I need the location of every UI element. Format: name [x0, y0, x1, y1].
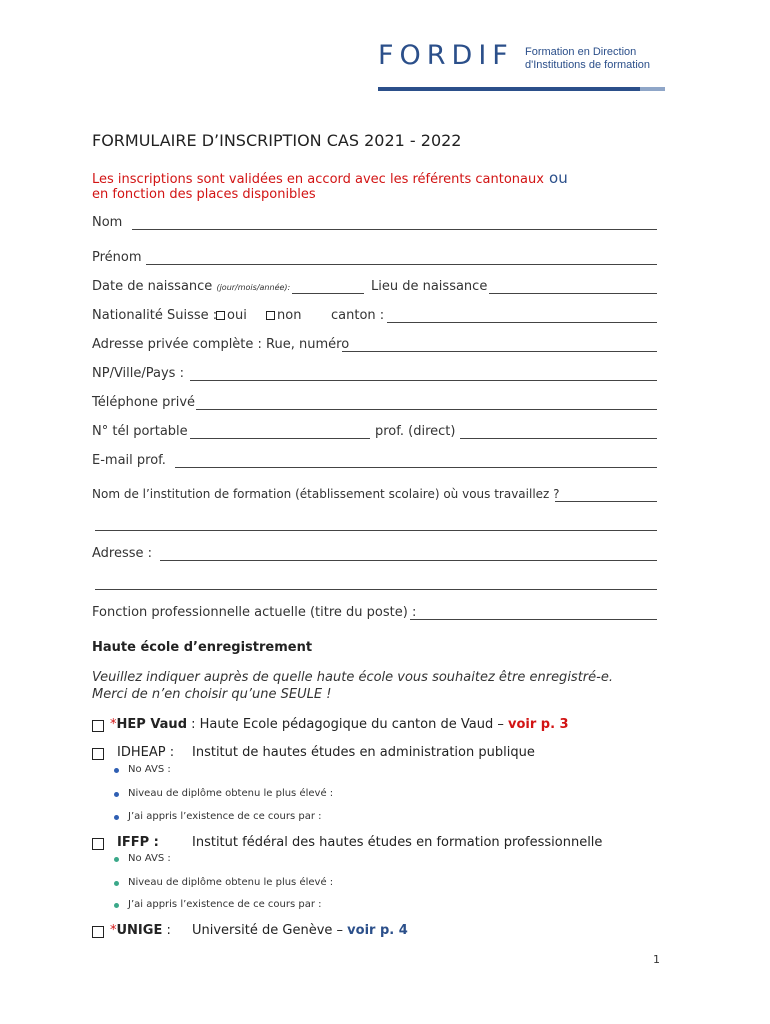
iffp-desc: Institut fédéral des hautes études en formation professionnelle: [192, 835, 603, 850]
idheap-bullet-diplome: Niveau de diplôme obtenu le plus élevé :: [128, 788, 334, 799]
label-adresse: Adresse :: [92, 546, 153, 561]
header-bar-accent: [640, 87, 665, 91]
unige-desc-wrap: [192, 923, 408, 938]
input-lieu-naissance[interactable]: [489, 293, 657, 294]
input-prof-direct[interactable]: [460, 438, 657, 439]
input-adresse-privee[interactable]: [342, 351, 657, 352]
notice-ou: ou: [549, 169, 568, 187]
bullet-dot: [114, 768, 119, 773]
label-date-naissance: [92, 279, 290, 294]
input-email[interactable]: [175, 467, 657, 468]
iffp-code: [117, 835, 159, 850]
label-nationalite: Nationalité Suisse :: [92, 308, 218, 323]
note-line1: Veuillez indiquer auprès de quelle haute école vous souhaitez être enregistré-e.: [92, 670, 613, 685]
iffp-bullet-source: J’ai appris l’existence de ce cours par :: [128, 899, 322, 910]
input-fonction[interactable]: [410, 619, 657, 620]
bullet-dot: [114, 792, 119, 797]
section-heading: Haute école d’enregistrement: [92, 640, 313, 655]
unige-code: [110, 923, 171, 938]
input-canton[interactable]: [387, 322, 657, 323]
input-adresse[interactable]: [160, 560, 657, 561]
input-institution-line2[interactable]: [95, 530, 657, 531]
option-oui[interactable]: [216, 308, 247, 323]
input-tel-portable[interactable]: [190, 438, 370, 439]
label-email: E-mail prof.: [92, 453, 166, 468]
label-telephone: Téléphone privé: [92, 395, 196, 410]
hep-code: HEP Vaud: [116, 717, 187, 732]
label-lieu-naissance: Lieu de naissance: [371, 279, 488, 294]
label-prenom: Prénom: [92, 250, 142, 265]
label-oui: oui: [227, 308, 247, 323]
hep-link[interactable]: voir p. 3: [507, 717, 569, 732]
section-note: [92, 669, 613, 703]
checkbox-unige[interactable]: [92, 926, 104, 938]
school-hep: [110, 717, 569, 732]
label-institution: Nom de l’institution de formation (établissement scolaire) où vous travaillez ?: [92, 487, 560, 501]
form-title: FORMULAIRE D’INSCRIPTION CAS 2021 - 2022: [92, 131, 462, 150]
label-np-ville: NP/Ville/Pays :: [92, 366, 184, 381]
label-prof-direct: prof. (direct): [375, 424, 456, 439]
idheap-code: IDHEAP :: [117, 745, 175, 760]
bullet-dot: [114, 881, 119, 886]
notice-text: Les inscriptions sont validées en accord avec les référents cantonaux: [92, 172, 544, 187]
label-non: non: [277, 308, 302, 323]
iffp-bullet-avs: No AVS :: [128, 853, 171, 864]
input-nom[interactable]: [132, 229, 657, 230]
label-tel-portable: N° tél portable: [92, 424, 188, 439]
checkbox-iffp[interactable]: [92, 838, 104, 850]
input-adresse-line2[interactable]: [95, 589, 657, 590]
idheap-bullet-source: J’ai appris l’existence de ce cours par :: [128, 811, 322, 822]
input-telephone[interactable]: [196, 409, 657, 410]
label-fonction: Fonction professionnelle actuelle (titre du poste) :: [92, 605, 417, 620]
iffp-code-text: IFFP :: [117, 835, 159, 850]
checkbox-hep[interactable]: [92, 720, 104, 732]
page-number: 1: [653, 953, 660, 966]
notice-line2: en fonction des places disponibles: [92, 187, 316, 202]
label-adresse-privee: Adresse privée complète : Rue, numéro: [92, 337, 350, 352]
checkbox-idheap[interactable]: [92, 748, 104, 760]
iffp-bullet-diplome: Niveau de diplôme obtenu le plus élevé :: [128, 877, 334, 888]
bullet-dot: [114, 857, 119, 862]
label-canton: canton :: [331, 308, 385, 323]
date-label-text: Date de naissance: [92, 279, 213, 294]
checkbox-oui[interactable]: [216, 311, 225, 320]
hep-desc: : Haute Ecole pédagogique du canton de Vaud –: [191, 717, 504, 732]
idheap-bullet-avs: No AVS :: [128, 764, 171, 775]
bullet-dot: [114, 815, 119, 820]
hep-star: *: [110, 717, 117, 732]
input-prenom[interactable]: [146, 264, 657, 265]
input-np-ville[interactable]: [190, 380, 657, 381]
unige-sep: :: [166, 923, 171, 938]
label-nom: Nom: [92, 215, 123, 230]
unige-desc: Université de Genève –: [192, 923, 344, 938]
note-line2: Merci de n’en choisir qu’une SEULE !: [92, 687, 332, 702]
input-institution[interactable]: [555, 501, 657, 502]
option-non[interactable]: [266, 308, 301, 323]
logo-subtitle-line1: Formation en Direction: [525, 46, 637, 58]
unige-link[interactable]: voir p. 4: [347, 923, 408, 938]
date-format-hint: (jour/mois/année):: [216, 283, 291, 292]
fordif-logo: FORDIF: [378, 40, 514, 71]
checkbox-non[interactable]: [266, 311, 275, 320]
header-bar: [378, 87, 640, 91]
bullet-dot: [114, 903, 119, 908]
unige-code-text: UNIGE: [116, 923, 163, 938]
idheap-desc: Institut de hautes études en administration publique: [192, 745, 535, 760]
unige-star: *: [110, 923, 117, 938]
logo-subtitle: [525, 46, 650, 72]
logo-subtitle-line2: d'Institutions de formation: [525, 59, 651, 71]
notice-line1: [92, 168, 568, 187]
input-date-naissance[interactable]: [292, 293, 364, 294]
